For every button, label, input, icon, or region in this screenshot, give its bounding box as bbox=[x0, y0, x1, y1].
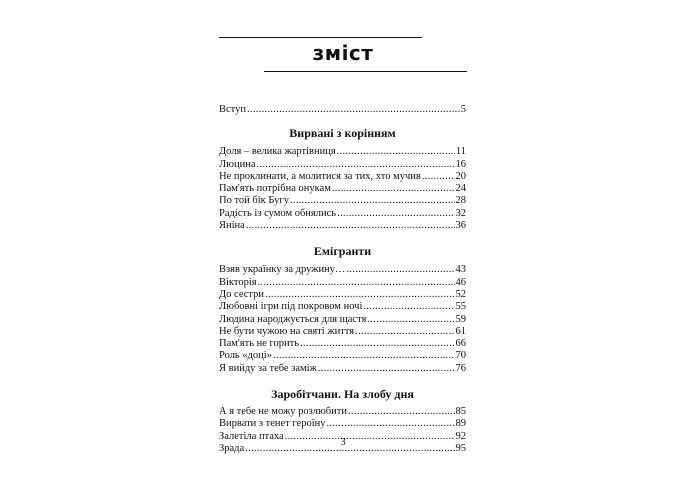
dot-leader bbox=[346, 264, 454, 276]
toc-entry-title: Вирвати з тенет героїну bbox=[219, 418, 326, 430]
toc-entry-title: Зрада bbox=[219, 442, 245, 454]
toc-entry bbox=[219, 171, 466, 183]
toc-entry-title: По той бік Бугу bbox=[219, 195, 289, 207]
toc-entry-title: Доля – велика жартівниця bbox=[219, 146, 336, 158]
section-heading: Вирвані з корінням bbox=[289, 126, 396, 141]
dot-leader bbox=[355, 326, 454, 338]
toc-entry-title: Любовні ігри під покровом ночі bbox=[219, 301, 363, 313]
toc-entry-page: 76 bbox=[455, 362, 466, 374]
toc-entry-title: Пам'ять потрібна онукам bbox=[219, 183, 331, 195]
dot-leader bbox=[258, 277, 455, 289]
toc-entry bbox=[219, 146, 466, 158]
dot-leader bbox=[337, 146, 455, 158]
toc-entry bbox=[219, 208, 466, 220]
dot-leader bbox=[327, 418, 455, 430]
toc-entry-title: Радість із сумом обнялись bbox=[219, 207, 337, 219]
dot-leader bbox=[367, 314, 454, 326]
toc-entry-page: 20 bbox=[455, 170, 466, 182]
toc-entry-title: Залетіла птаха bbox=[219, 430, 284, 442]
toc-entry-page: 85 bbox=[455, 406, 466, 418]
toc-entry bbox=[219, 183, 466, 195]
dot-leader bbox=[348, 406, 455, 418]
page-title: зміст bbox=[312, 41, 374, 65]
dot-leader bbox=[273, 350, 455, 362]
dot-leader bbox=[422, 171, 455, 183]
toc-entry bbox=[219, 289, 466, 301]
toc-entry bbox=[219, 314, 466, 326]
section-heading: Заробітчани. На злобу дня bbox=[271, 387, 414, 402]
title-rule-top bbox=[219, 37, 422, 38]
dot-leader bbox=[290, 195, 455, 207]
toc-entry bbox=[219, 350, 466, 362]
toc-entry-page: 95 bbox=[455, 442, 466, 454]
toc-entry-page: 11 bbox=[455, 146, 466, 158]
dot-leader bbox=[318, 363, 455, 375]
toc-entry-page: 89 bbox=[455, 418, 466, 430]
toc-entry-page: 36 bbox=[455, 220, 466, 232]
toc-entry-title: До сестри bbox=[219, 288, 264, 300]
table-of-contents bbox=[219, 104, 466, 455]
toc-entry-title: Не бути чужою на святі життя bbox=[219, 325, 355, 337]
toc-entry bbox=[219, 406, 466, 418]
toc-entry bbox=[219, 277, 466, 289]
toc-entry bbox=[219, 159, 466, 171]
toc-entry-page: 66 bbox=[455, 338, 466, 350]
toc-entry bbox=[219, 363, 466, 375]
section-list bbox=[219, 146, 466, 232]
toc-entry-page: 92 bbox=[455, 430, 466, 442]
toc-entry-page: 24 bbox=[455, 183, 466, 195]
dot-leader bbox=[363, 301, 454, 313]
toc-entry-title: Людина народжується для щастя bbox=[219, 313, 367, 325]
toc-entry bbox=[219, 195, 466, 207]
toc-entry-page: 61 bbox=[455, 325, 466, 337]
dot-leader bbox=[300, 338, 454, 350]
dot-leader bbox=[332, 183, 455, 195]
toc-entry bbox=[219, 264, 466, 276]
dot-leader bbox=[246, 220, 455, 232]
title-rule-bottom bbox=[264, 71, 467, 72]
section-heading: Емігранти bbox=[313, 244, 372, 259]
toc-entry bbox=[219, 418, 466, 430]
dot-leader bbox=[256, 159, 454, 171]
toc-entry-page: 70 bbox=[455, 350, 466, 362]
page-number: 3 bbox=[340, 437, 346, 448]
dot-leader bbox=[265, 289, 455, 301]
toc-entry-title: Взяв українку за дружину… bbox=[219, 264, 346, 276]
toc-entry-title: Яніна bbox=[219, 220, 245, 232]
toc-entry-title: Я вийду за тебе заміж bbox=[219, 362, 317, 374]
toc-entry-page: 28 bbox=[455, 195, 466, 207]
toc-entry-title: Не проклинати, а молитися за тих, хто мучив bbox=[219, 170, 421, 182]
dot-leader bbox=[247, 104, 460, 116]
toc-entry-page: 43 bbox=[455, 264, 466, 276]
toc-entry-page: 46 bbox=[455, 276, 466, 288]
toc-entry bbox=[219, 338, 466, 350]
toc-entry bbox=[219, 220, 466, 232]
section-list bbox=[219, 264, 466, 375]
dot-leader bbox=[337, 208, 454, 220]
toc-entry-page: 59 bbox=[455, 313, 466, 325]
toc-entry-title: Люцина bbox=[219, 158, 256, 170]
toc-entry-title: Роль «доці» bbox=[219, 350, 272, 362]
toc-entry-page: 5 bbox=[460, 104, 466, 115]
toc-entry-title: Вікторія bbox=[219, 276, 257, 288]
toc-entry-page: 55 bbox=[455, 301, 466, 313]
toc-entry bbox=[219, 301, 466, 313]
toc-entry-page: 16 bbox=[455, 158, 466, 170]
toc-entry-title: Пам'ять не горить bbox=[219, 338, 300, 350]
toc-entry-intro bbox=[219, 104, 466, 116]
toc-entry bbox=[219, 326, 466, 338]
toc-entry-title: А я тебе не можу розлюбити bbox=[219, 406, 347, 418]
toc-entry-page: 52 bbox=[455, 288, 466, 300]
toc-entry-page: 32 bbox=[455, 207, 466, 219]
toc-entry-title: Вступ bbox=[219, 104, 246, 115]
